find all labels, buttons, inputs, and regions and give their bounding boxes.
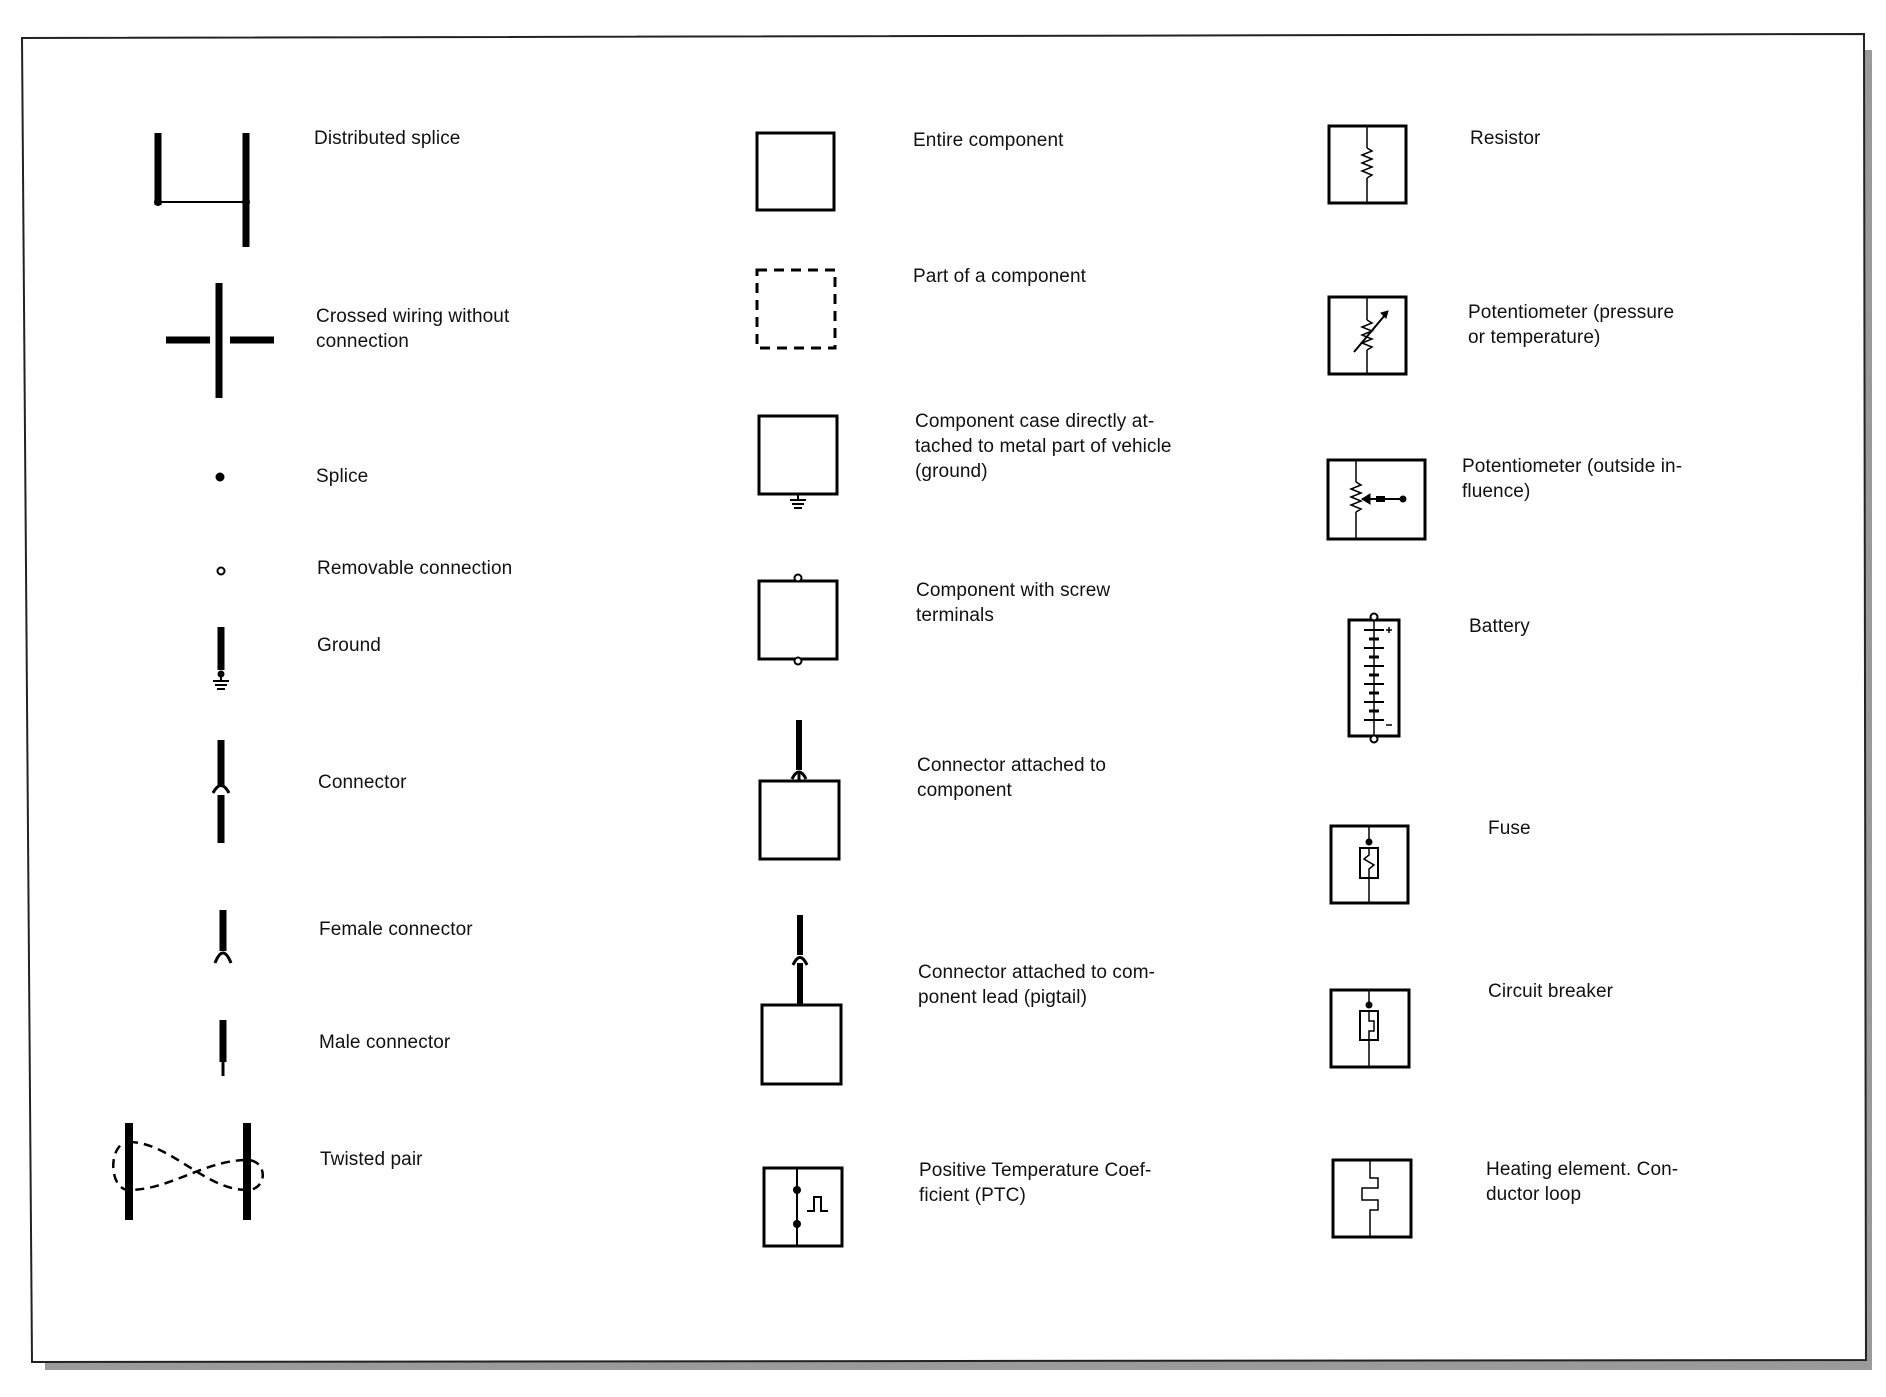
label-removable-connection: Removable connection [317, 558, 513, 579]
label-component-case-ground: Component case directly at- tached to metal part of vehicle (ground) [915, 411, 1172, 482]
label-ptc: Positive Temperature Coef- ficient (PTC) [919, 1160, 1152, 1206]
label-twisted-pair: Twisted pair [320, 1149, 423, 1170]
label-component-screw-terminals: Component with screw terminals [916, 580, 1111, 626]
label-female-connector: Female connector [319, 919, 473, 940]
label-crossed-wiring: Crossed wiring without connection [316, 306, 510, 352]
label-potentiometer-outside: Potentiometer (outside in- fluence) [1462, 456, 1683, 502]
label-connector-attached-component: Connector attached to component [917, 755, 1107, 801]
label-battery: Battery [1469, 616, 1530, 637]
label-part-of-component: Part of a component [913, 266, 1087, 287]
label-male-connector: Male connector [319, 1032, 451, 1053]
label-entire-component: Entire component [913, 130, 1064, 151]
label-splice: Splice [316, 466, 369, 487]
label-heating-element: Heating element. Con- ductor loop [1486, 1159, 1679, 1205]
splice-symbol [216, 473, 225, 482]
label-connector-pigtail: Connector attached to com- ponent lead (pigtail) [918, 962, 1156, 1008]
label-distributed-splice: Distributed splice [314, 128, 461, 149]
label-connector: Connector [318, 772, 407, 793]
label-fuse: Fuse [1488, 818, 1531, 839]
label-potentiometer-pressure: Potentiometer (pressure or temperature) [1468, 302, 1675, 348]
label-circuit-breaker: Circuit breaker [1488, 981, 1614, 1002]
label-ground: Ground [317, 635, 381, 656]
label-resistor: Resistor [1470, 128, 1541, 149]
